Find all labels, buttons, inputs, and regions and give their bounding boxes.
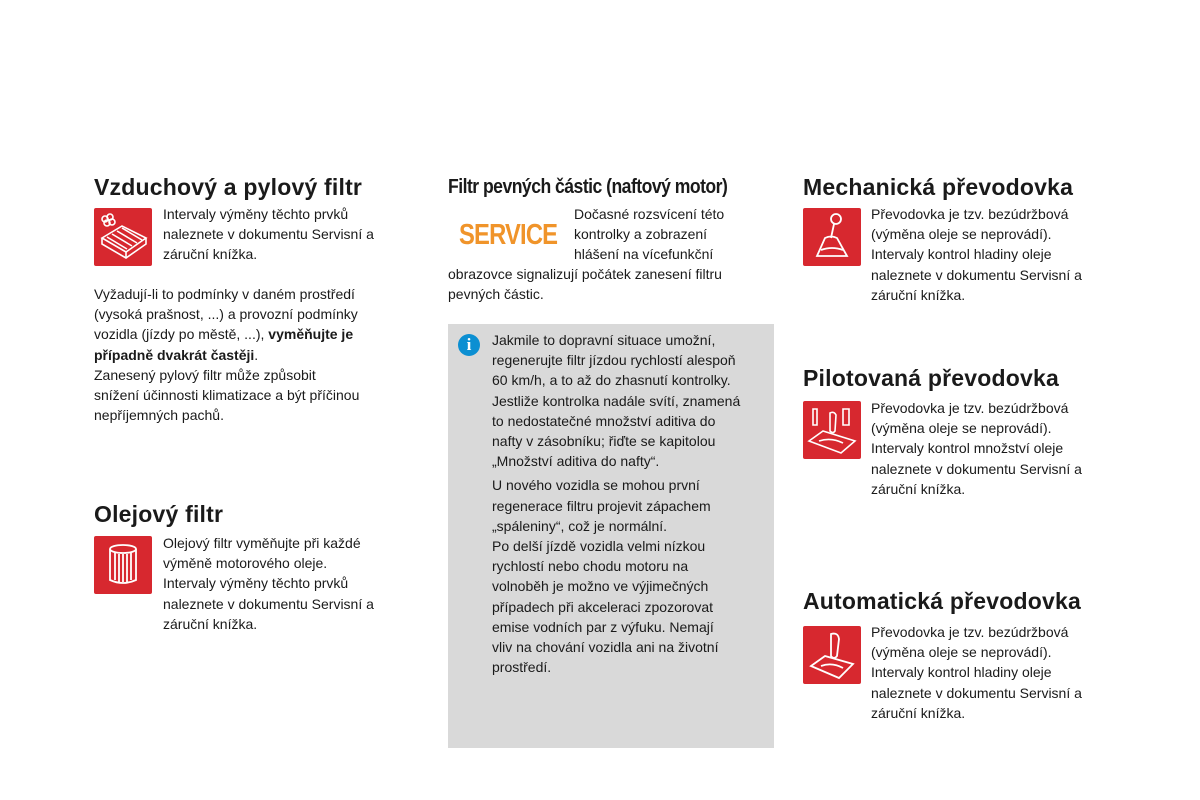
particle-filter-line-3: hlášení na vícefunkční — [574, 246, 714, 263]
info-para1-line-7: „Množství aditiva do nafty“. — [492, 453, 660, 470]
air-filter-body-4-suffix: . — [254, 346, 259, 363]
info-para2-line-3: „spáleniny“, což je normální. — [492, 517, 668, 534]
air-filter-intro-3: záruční knížka. — [163, 246, 258, 263]
info-para1-line-6: nafty v zásobníku; řiďte se kapitolou — [492, 433, 716, 450]
air-filter-body-7: nepříjemných pachů. — [94, 407, 224, 424]
particle-filter-line-2: kontrolky a zobrazení — [574, 226, 708, 243]
automatic-gearbox-line-2: (výměna oleje se neprovádí). — [871, 644, 1052, 661]
piloted-gearbox-icon — [803, 401, 861, 459]
manual-gearbox-line-3: Intervaly kontrol hladiny oleje — [871, 246, 1052, 263]
piloted-gearbox-line-1: Převodovka je tzv. bezúdržbová — [871, 400, 1069, 416]
service-warning-label: SERVICE — [459, 219, 558, 251]
oil-filter-title: Olejový filtr — [94, 501, 224, 527]
info-para2-line-10: prostředí. — [492, 659, 552, 676]
automatic-gearbox-line-1: Převodovka je tzv. bezúdržbová — [871, 624, 1069, 640]
info-para1-line-2: regenerujte filtr jízdou rychlostí alespoň — [492, 352, 736, 369]
air-filter-intro-1: Intervaly výměny těchto prvků — [163, 206, 349, 222]
automatic-gearbox-line-3: Intervaly kontrol hladiny oleje — [871, 664, 1052, 681]
air-filter-body-4-bold: případně dvakrát častěji — [94, 346, 255, 363]
automatic-gearbox-icon — [803, 626, 861, 684]
air-filter-title: Vzduchový a pylový filtr — [94, 174, 363, 200]
manual-gearbox-line-5: záruční knížka. — [871, 286, 966, 303]
air-filter-body-4 — [94, 345, 414, 365]
info-para1-line-5: to nedostatečné množství aditiva do — [492, 412, 716, 429]
oil-filter-line-2: výměně motorového oleje. — [163, 555, 328, 572]
manual-gearbox-icon — [803, 208, 861, 266]
air-filter-icon — [94, 208, 152, 266]
info-box — [448, 324, 774, 748]
info-para2-line-7: případech při akceleraci zpozorovat — [492, 598, 714, 615]
automatic-gearbox-line-5: záruční knížka. — [871, 704, 966, 721]
automatic-gearbox-line-4: naleznete v dokumentu Servisní a — [871, 684, 1082, 701]
info-para2-line-9: vliv na chování vozidla ani na životní — [492, 639, 719, 656]
manual-gearbox-line-4: naleznete v dokumentu Servisní a — [871, 266, 1082, 283]
manual-gearbox-title: Mechanická převodovka — [803, 174, 1074, 200]
piloted-gearbox-line-4: naleznete v dokumentu Servisní a — [871, 460, 1082, 477]
automatic-gearbox-title: Automatická převodovka — [803, 588, 1081, 614]
info-para1-line-4: Jestliže kontrolka nadále svítí, znamená — [492, 392, 741, 409]
piloted-gearbox-title: Pilotovaná převodovka — [803, 365, 1059, 391]
piloted-gearbox-line-2: (výměna oleje se neprovádí). — [871, 420, 1052, 437]
info-para1-line-1: Jakmile to dopravní situace umožní, — [492, 332, 716, 348]
info-para2-line-6: volnoběh je možno ve výjimečných — [492, 578, 709, 595]
info-para2-line-5: rychlostí nebo chodu motoru na — [492, 558, 689, 575]
particle-filter-line-1: Dočasné rozsvícení této — [574, 206, 725, 222]
oil-filter-icon — [94, 536, 152, 594]
particle-filter-line-5: pevných částic. — [448, 286, 544, 303]
air-filter-body-6: snížení účinnosti klimatizace a být příčinou — [94, 387, 360, 404]
oil-filter-line-4: naleznete v dokumentu Servisní a — [163, 595, 374, 612]
oil-filter-line-1: Olejový filtr vyměňujte při každé — [163, 535, 361, 551]
manual-gearbox-line-2: (výměna oleje se neprovádí). — [871, 226, 1052, 243]
oil-filter-line-5: záruční knížka. — [163, 615, 258, 632]
air-filter-body-2: (vysoká prašnost, ...) a provozní podmínky — [94, 306, 358, 323]
info-para2-line-8: emise vodních par z výfuku. Nemají — [492, 618, 714, 635]
info-para2-line-2: regenerace filtru projevit zápachem — [492, 497, 711, 514]
air-filter-body-5: Zanesený pylový filtr může způsobit — [94, 366, 316, 383]
manual-gearbox-line-1: Převodovka je tzv. bezúdržbová — [871, 206, 1069, 222]
info-para1-line-3: 60 km/h, a to až do zhasnutí kontrolky. — [492, 372, 731, 389]
air-filter-intro-2: naleznete v dokumentu Servisní a — [163, 226, 374, 243]
air-filter-body-3 — [94, 324, 414, 344]
air-filter-body-3-prefix: vozidla (jízdy po městě, ...), — [94, 326, 269, 343]
particle-filter-line-4: obrazovce signalizují počátek zanesení filtru — [448, 266, 722, 282]
piloted-gearbox-line-5: záruční knížka. — [871, 480, 966, 497]
info-para2-line-4: Po delší jízdě vozidla velmi nízkou — [492, 538, 706, 555]
air-filter-body-1: Vyžadují-li to podmínky v daném prostředí — [94, 286, 355, 302]
info-icon: i — [458, 334, 480, 356]
oil-filter-line-3: Intervaly výměny těchto prvků — [163, 575, 349, 592]
piloted-gearbox-line-3: Intervaly kontrol množství oleje — [871, 440, 1064, 457]
particle-filter-title: Filtr pevných částic (naftový motor) — [448, 176, 728, 198]
air-filter-body-3-bold: vyměňujte je — [268, 326, 354, 343]
info-para2-line-1: U nového vozidla se mohou první — [492, 477, 700, 494]
